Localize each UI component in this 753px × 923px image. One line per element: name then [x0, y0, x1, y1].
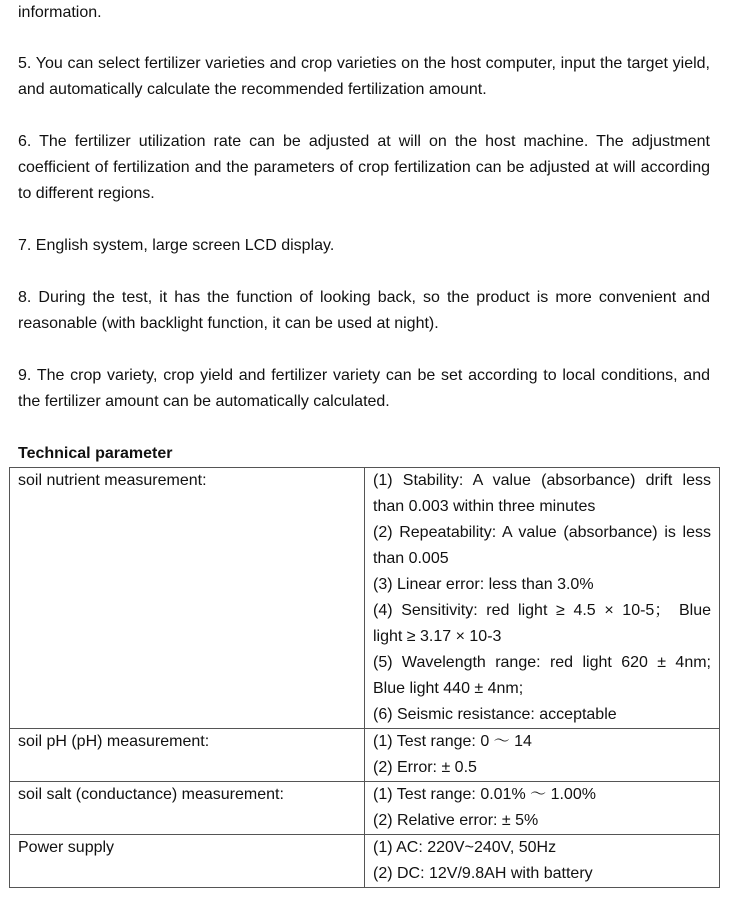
value-line: (1) Test range: 0 ～ 14 [373, 733, 532, 750]
paragraph-item-5: 5. You can select fertilizer varieties and crop varieties on the host computer, input the target yield, and automatically calculate the recommended fertilization amount. [18, 55, 710, 98]
technical-parameter-table [9, 467, 720, 888]
value-line: (2) Relative error: ± 5% [373, 812, 539, 829]
row-value [365, 468, 720, 729]
value-line: (1) Stability: A value (absorbance) drift less than 0.003 within three minutes [373, 472, 711, 515]
paragraph-item-7: 7. English system, large screen LCD display. [18, 237, 335, 254]
table-row [10, 729, 720, 782]
value-line: (5) Wavelength range: red light 620 ± 4nm; Blue light 440 ± 4nm; [373, 654, 711, 697]
value-line: (1) Test range: 0.01% ～ 1.00% [373, 786, 596, 803]
row-label: soil nutrient measurement: [10, 468, 365, 729]
value-line: (3) Linear error: less than 3.0% [373, 576, 594, 593]
row-value [365, 835, 720, 888]
row-label: soil salt (conductance) measurement: [10, 782, 365, 835]
value-line: (2) Error: ± 0.5 [373, 759, 477, 776]
value-line: (4) Sensitivity: red light ≥ 4.5 × 10-5； Blue light ≥ 3.17 × 10-3 [373, 602, 711, 645]
value-line: (2) DC: 12V/9.8AH with battery [373, 865, 593, 882]
paragraph-continuation: information. [18, 4, 102, 21]
row-value [365, 782, 720, 835]
row-label: Power supply [10, 835, 365, 888]
table-row [10, 835, 720, 888]
paragraph-item-8: 8. During the test, it has the function of looking back, so the product is more convenient and reasonable (with backlight function, it can be used at night). [18, 289, 710, 332]
table-row [10, 782, 720, 835]
row-label: soil pH (pH) measurement: [10, 729, 365, 782]
table-row [10, 468, 720, 729]
paragraph-item-6: 6. The fertilizer utilization rate can be adjusted at will on the host machine. The adjustment coefficient of fertilization and the parameters of crop fertilization can be adjusted at will according to different regions. [18, 133, 710, 202]
value-line: (1) AC: 220V~240V, 50Hz [373, 839, 557, 856]
paragraph-item-9: 9. The crop variety, crop yield and fertilizer variety can be set according to local conditions, and the fertilizer amount can be automatically calculated. [18, 367, 710, 410]
value-line: (2) Repeatability: A value (absorbance) is less than 0.005 [373, 524, 711, 567]
row-value [365, 729, 720, 782]
value-line: (6) Seismic resistance: acceptable [373, 706, 617, 723]
section-title: Technical parameter [18, 445, 173, 462]
